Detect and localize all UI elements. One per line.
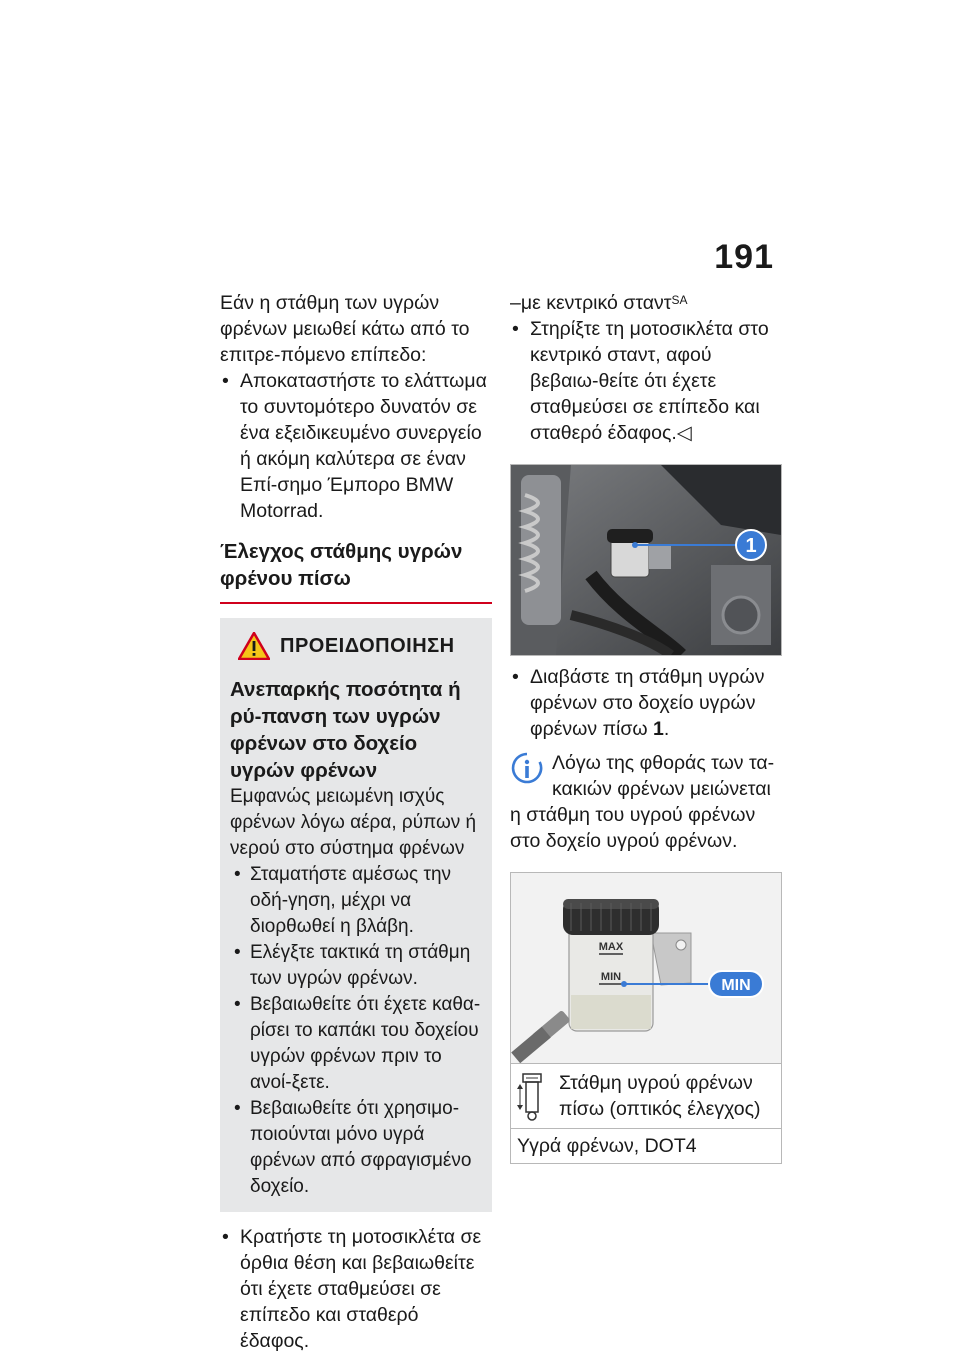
- warning-item: • Ελέγξτε τακτικά τη στάθμη των υγρών φρένων.: [230, 940, 482, 992]
- read-level-ref: 1: [653, 718, 664, 740]
- warning-subheading: Ανεπαρκής ποσότητα ή ρύ-πανση των υγρών φρένων στο δοχείο υγρών φρένων: [230, 678, 461, 782]
- max-label: MAX: [598, 941, 624, 953]
- spec-value: Υγρά φρένων, DOT4: [517, 1135, 697, 1157]
- callout-1: 1: [745, 535, 757, 557]
- reservoir-photo: [510, 464, 782, 656]
- warning-item: • Σταματήστε αμέσως την οδή-γηση, μέχρι να διορθωθεί η βλάβη.: [230, 862, 482, 940]
- read-level-bullet: • Διαβάστε τη στάθμη υγρών φρένων στο δοχείο υγρών φρένων πίσω 1.: [510, 664, 782, 742]
- warning-box: [220, 618, 492, 1212]
- motorcycle-rear-illustration: [511, 465, 781, 655]
- note-text: Λόγω της φθοράς των τα-κακιών φρένων μειώνεται η στάθμη του υγρού φρένων στο δοχείο υγρού φρένων.: [510, 752, 775, 852]
- section-title: Έλεγχος στάθμης υγρών φρένου πίσω: [220, 538, 492, 604]
- reservoir-illustration: [511, 873, 781, 1063]
- spec-title: Στάθμη υγρού φρένων πίσω (οπτικός έλεγχος): [559, 1072, 761, 1120]
- option-text: –με κεντρικό σταντ: [510, 292, 672, 314]
- spec-header-row: [511, 1064, 781, 1129]
- info-note: [510, 750, 782, 854]
- info-icon: [510, 752, 544, 786]
- min-callout: MIN: [721, 977, 751, 994]
- warning-item: • Βεβαιωθείτε ότι έχετε καθα-ρίσει το καπάκι του δοχείου υγρών φρένων πριν το ανοί-ξετε.: [230, 992, 482, 1096]
- spec-table: [510, 1064, 782, 1164]
- reservoir-level-icon: [517, 1072, 547, 1124]
- read-level-text: Διαβάστε τη στάθμη υγρών φρένων στο δοχείο υγρών φρένων πίσω: [530, 666, 765, 740]
- center-stand-bullet: • Στηρίξτε τη μοτοσικλέτα στο κεντρικό σταντ, αφού βεβαιω-θείτε ότι έχετε σταθμεύσει σε επίπεδο και σταθερό έδαφος.◁: [510, 316, 782, 446]
- page-number: 191: [714, 238, 774, 276]
- warning-text: Εμφανώς μειωμένη ισχύς φρένων λόγω αέρα, ρύπων ή νερού στο σύστημα φρένων: [230, 786, 477, 859]
- warning-item: • Βεβαιωθείτε ότι χρησιμο-ποιούνται μόνο υγρά φρένων από σφραγισμένο δοχείο.: [230, 1096, 482, 1200]
- intro-bullet: • Αποκαταστήστε το ελάττωμα το συντομότερο δυνατόν σε ένα εξειδικευμένο συνεργείο ή ακόμη καλύτερα σε έναν Επί-σημο Έμπορο BMW Motorrad.: [220, 368, 492, 524]
- left-column: [220, 290, 492, 1354]
- warning-heading: ΠΡΟΕΙΔΟΠΟΙΗΣΗ: [280, 635, 455, 657]
- reservoir-min-max-figure: [510, 872, 782, 1064]
- option-line: [510, 290, 782, 316]
- option-sup: SA: [671, 293, 688, 307]
- warning-header: [238, 632, 482, 660]
- intro-text: Εάν η στάθμη των υγρών φρένων μειωθεί κάτω από το επιτρε-πόμενο επίπεδο:: [220, 292, 470, 366]
- min-label: MIN: [600, 971, 622, 983]
- after-warning-bullet: • Κρατήστε τη μοτοσικλέτα σε όρθια θέση και βεβαιωθείτε ότι έχετε σταθμεύσει σε επίπεδο και σταθερό έδαφος.: [220, 1224, 492, 1354]
- warning-triangle-icon: [238, 632, 270, 660]
- right-column: [510, 290, 782, 1164]
